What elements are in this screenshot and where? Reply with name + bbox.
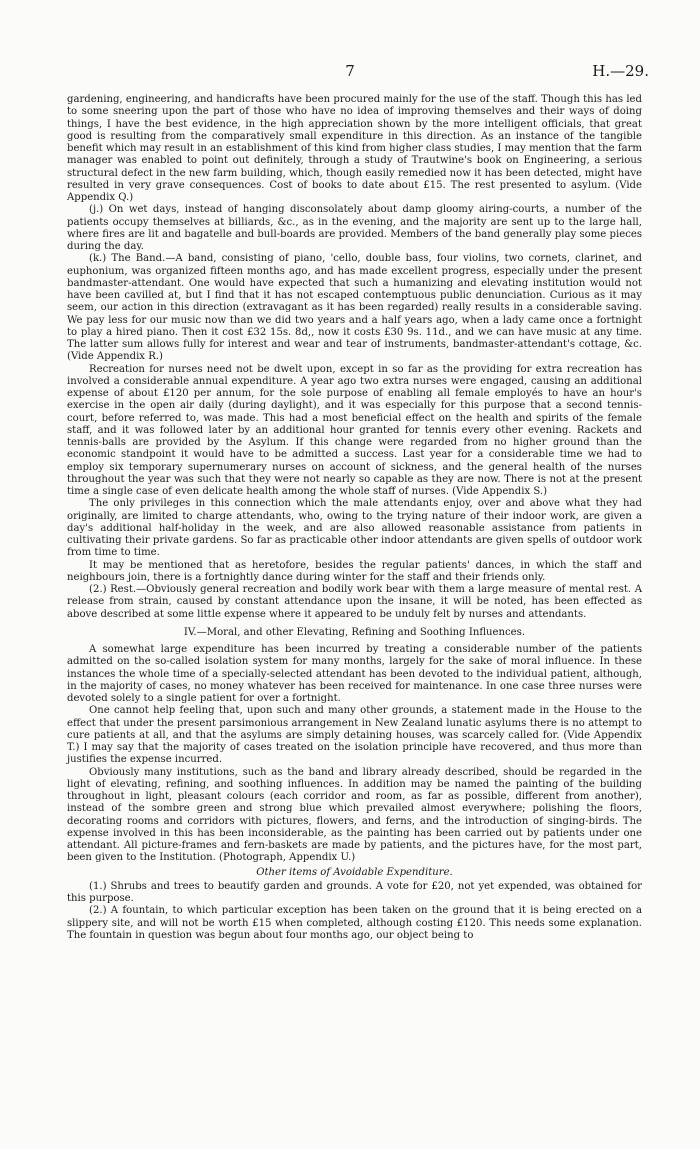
paragraph: Recreation for nurses need not be dwelt upon, except in so far as the providing for extra recreation has involved a considerable annual expenditure. A year ago two extra nurses were engaged, causing an additional expense of about £120 per annum, for the sole purpose of enabling all female employés to have an hour's exercise in the open air daily (during daylight), and it was especially for this purpose that a second tennis-court, before referred to, was made. This had a most beneficial effect on the health and spirits of the female staff, and it was followed later by an additional hour granted for tennis every other evening. Rackets and tennis-balls are provided by the Asylum. If this change were regarded from no higher ground than the economic standpoint it would have to be admitted a success. Last year for a considerable time we had to employ six temporary supernumerary nurses on account of sickness, and the general health of the nurses throughout the year was such that they were not nearly so capable as they are now. There is not at the present time a single case of even delicate health among the whole staff of nurses. (Vide Appendix S.) — [67, 363, 642, 497]
paragraph: (k.) The Band.—A band, consisting of piano, 'cello, double bass, four violins, two cornets, clarinet, and euphonium, was organized fifteen months ago, and has made excellent progress, especially under the present bandmaster-attendant. One would have expected that such a humanizing and elevating institution would not have been cavilled at, but I find that it has not escaped contemptuous public denunciation. Curious as it may seem, our action in this direction (extravagant as it has been regarded) really results in a considerable saving. We pay less for our music now than we did two years and a half years ago, when a lady came once a fortnight to play a hired piano. Then it cost £32 15s. 8d,, now it costs £30 9s. 11d., and we can have music at any time. The latter sum allows fully for interest and wear and tear of instruments, bandmaster-attendant's cottage, &c. (Vide Appendix R.) — [67, 253, 642, 363]
section-heading: IV.—Moral, and other Elevating, Refining and Soothing Influences. — [183, 626, 526, 638]
paragraph: Obviously many institutions, such as the band and library already described, should be regarded in the light of elevating, refining, and soothing influences. In addition may be named the painting of the building throughout in light, pleasant colours (each corridor and room, as far as possible, different from another), instead of the sombre green and strong blue which prevailed almost everywhere; polishing the floors, decorating rooms and corridors with pictures, flowers, and ferns, and the introduction of singing-birds. The expense involved in this has been inconsiderable, as the painting has been carried out by patients under one attendant. All picture-frames and fern-baskets are made by patients, and the pictures have, for the most part, been given to the Institution. (Photograph, Appendix U.) — [67, 766, 642, 864]
page-body — [67, 94, 642, 942]
paragraph: (1.) Shrubs and trees to beautify garden and grounds. A vote for £20, not yet expended, was obtained for this purpose. — [67, 880, 642, 904]
paragraph: One cannot help feeling that, upon such and many other grounds, a statement made in the House to the effect that under the present parsimonious arrangement in New Zealand lunatic asylums there is no attempt to cure patients at all, and that the asylums are simply detaining houses, was scarcely called for. (Vide Appendix T.) I may say that the majority of cases treated on the isolation principle have recovered, and thus more than justifies the expense incurred. — [67, 705, 642, 766]
paragraph: (2.) Rest.—Obviously general recreation and bodily work bear with them a large measure of mental rest. A release from strain, caused by constant attendance upon the insane, it will be noted, has been effected as above described at some little expense where it appeared to be unduly felt by nurses and attendants. — [67, 584, 642, 620]
paragraph: It may be mentioned that as heretofore, besides the regular patients' dances, in which the staff and neighbours join, there is a fortnightly dance during winter for the staff and their friends only. — [67, 559, 642, 583]
page-number: 7 — [345, 62, 355, 80]
paragraph: A somewhat large expenditure has been incurred by treating a considerable number of the patients admitted on the so-called isolation system for many months, largely for the sake of moral influence. In these instances the whole time of a specially-selected attendant has been devoted to the individual patient, although, in the majority of cases, no money whatever has been received for maintenance. In one case three nurses were devoted solely to a single patient for over a fortnight. — [67, 644, 642, 704]
paragraph: gardening, engineering, and handicrafts have been procured mainly for the use of the staff. Though this has led to some sneering upon the part of those who have no idea of improving themselves and their ways of doing things, I have the best evidence, in the high appreciation shown by the more intelligent officials, that great good is resulting from the comparatively small expenditure in this direction. As an instance of the tangible benefit which may result in an establishment of this kind from higher class studies, I may mention that the farm manager was enabled to point out definitely, through a study of Trautwine's book on Engineering, a serious structural defect in the new farm building, which, though easily remedied now it has been detected, might have resulted in very grave consequences. Cost of books to date about £15. The rest presented to asylum. (Vide Appendix Q.) — [67, 94, 642, 203]
document-reference: H.—29. — [592, 62, 649, 80]
subsection-heading: Other items of Avoidable Expenditure. — [256, 866, 453, 878]
paragraph: (j.) On wet days, instead of hanging disconsolately about damp gloomy airing-courts, a number of the patients occupy themselves at billiards, &c., as in the evening, and the majority are sent up to the large hall, where fires are lit and bagatelle and bull-boards are provided. Members of the band generally play some pieces during the day. — [67, 204, 642, 252]
paragraph: The only privileges in this connection which the male attendants enjoy, over and above what they had originally, are limited to charge attendants, who, owing to the trying nature of their indoor work, are given a day's additional half-holiday in the week, and are also allowed reasonable assistance from patients in cultivating their private gardens. So far as practicable other indoor attendants are given spells of outdoor work from time to time. — [67, 498, 642, 559]
paragraph: (2.) A fountain, to which particular exception has been taken on the ground that it is being erected on a slippery site, and will not be worth £15 when completed, although costing £120. This needs some explanation. The fountain in question was begun about four months ago, our object being to — [67, 905, 642, 941]
